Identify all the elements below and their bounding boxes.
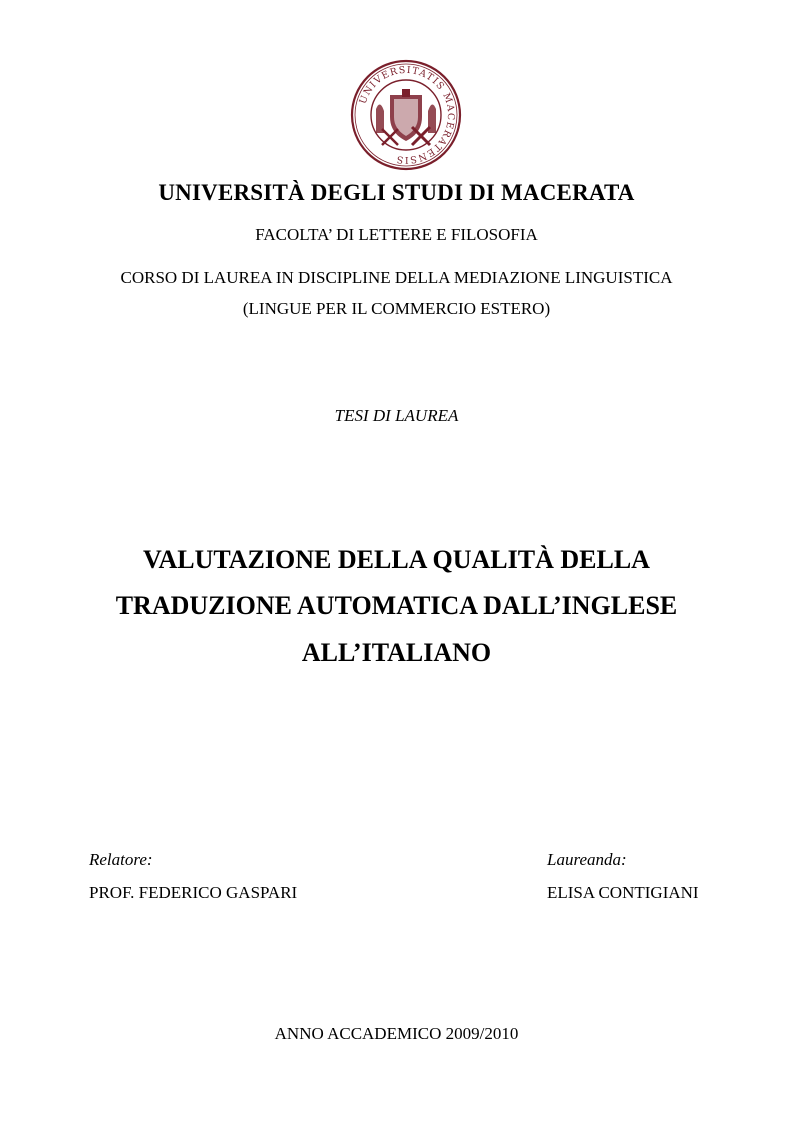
faculty-name: FACOLTA’ DI LETTERE E FILOSOFIA: [255, 225, 538, 244]
university-name: UNIVERSITÀ DEGLI STUDI DI MACERATA: [158, 180, 635, 205]
student-label: Laureanda:: [547, 850, 627, 869]
student-name: ELISA CONTIGIANI: [547, 883, 699, 902]
thesis-title-line: TRADUZIONE AUTOMATICA DALL’INGLESE: [115, 591, 678, 620]
degree-course: CORSO DI LAUREA IN DISCIPLINE DELLA MEDIAZIONE LINGUISTICA: [120, 268, 673, 287]
supervisor-label: Relatore:: [89, 850, 153, 869]
academic-year: ANNO ACCADEMICO 2009/2010: [274, 1024, 519, 1043]
university-seal-icon: [350, 59, 462, 171]
thesis-title-line: ALL’ITALIANO: [301, 638, 492, 667]
svg-text:UNIVERSITATIS MACERATENSIS: UNIVERSITATIS MACERATENSIS: [357, 64, 457, 166]
thesis-title-line: VALUTAZIONE DELLA QUALITÀ DELLA: [143, 545, 650, 574]
supervisor-name: PROF. FEDERICO GASPARI: [89, 883, 298, 902]
degree-course-subtitle: (LINGUE PER IL COMMERCIO ESTERO): [242, 299, 551, 318]
thesis-type: TESI DI LAUREA: [334, 406, 459, 425]
